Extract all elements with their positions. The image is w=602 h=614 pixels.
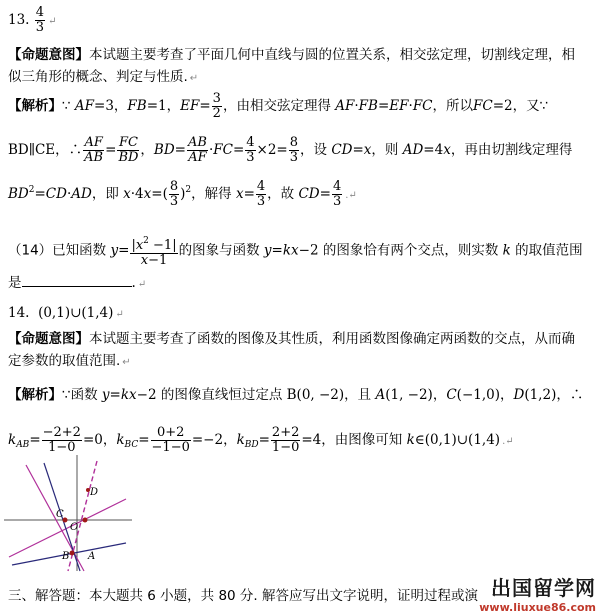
q14-answer-line: 14. (0,1)∪(1,4) ↵ xyxy=(8,305,124,321)
q14-analysis-line-2: $k_{AB}=$ $\frac{-2+2}{1-0}$ =0，$k_{BC}=$ $\frac{0+2}{-1-0}$ =−2，$k_{BD}=$ $\frac{2+2}{1-0}$ =4，由图像可知 k∈(0,1)∪(1,4) .↵ xyxy=(8,425,514,455)
q13-answer-fraction: $\frac{4}{3}$ xyxy=(35,5,45,35)
answer-blank xyxy=(22,274,132,287)
point-o-right xyxy=(83,518,88,523)
watermark-title: 出国留学网 xyxy=(491,576,596,600)
q13-analysis-line-2: BD∥CE，∴ $\frac{AF}{AB}$ = $\frac{FC}{BD}$ ，BD= $\frac{AB}{AF}$ ·FC= $\frac{4}{3}$ ×2= $\frac{8}{3}$ ，设 CD=x，则 AD=4x，再由切割线定理得 xyxy=(8,135,573,165)
q14-stem-line-2: 是 . ↵ xyxy=(8,275,147,291)
watermark-url: www.liuxue86.com xyxy=(479,601,596,614)
q14-answer: (0,1)∪(1,4) xyxy=(38,305,114,321)
label-c: C xyxy=(56,509,64,520)
point-b xyxy=(70,551,75,556)
q13-analysis-line-1: 【解析】∵ AF=3，FB=1，EF= $\frac{3}{2}$ ，由相交弦定理得 AF·FB=EF·FC，所以FC=2，又∵ xyxy=(8,91,549,121)
line-pink-1 xyxy=(9,499,126,557)
q13-answer-line: 13. $\frac{4}{3}$ ↵ xyxy=(8,5,57,35)
q13-intent-line-1: 【命题意图】本试题主要考查了平面几何中直线与圆的位置关系，相交弦定理，切割线定理，相 xyxy=(8,47,575,63)
section-three-heading: 三、解答题：本大题共 6 小题，共 80 分. 解答应写出文字说明，证明过程或演 xyxy=(8,588,479,604)
label-o: O xyxy=(70,522,79,533)
function-graph-figure xyxy=(4,455,134,573)
q13-analysis-line-3: $BD^2=CD\cdot AD$，即 x·4x=( $\frac{8}{3}$ )$^2$，解得 x= $\frac{4}{3}$ ，故 CD= $\frac{4}{3}$ .↵ xyxy=(8,179,357,209)
q13-number: 13. xyxy=(8,12,30,28)
label-b: B xyxy=(62,551,70,562)
q14-analysis-line-1: 【解析】∵函数 y=kx−2 的图像直线恒过定点 B(0, −2)，且 A(1, −2)，C(−1,0)，D(1,2)，∴ xyxy=(8,387,584,403)
q14-intent-line-2: 定参数的取值范围. ↵ xyxy=(8,353,131,369)
q14-stem-line-1: （14）已知函数 y= $\frac{|x^2 -1|}{x-1}$ 的图象与函数 y=kx−2 的图象恰有两个交点，则实数 k 的取值范围 xyxy=(8,236,583,268)
q13-intent-line-2: 似三角形的概念、判定与性质. ↵ xyxy=(8,69,199,85)
label-a: A xyxy=(88,551,96,562)
q14-intent-line-1: 【命题意图】本试题主要考查了函数的图像及其性质，利用函数图像确定两函数的交点，从而确 xyxy=(8,331,575,347)
label-d: D xyxy=(90,487,99,498)
